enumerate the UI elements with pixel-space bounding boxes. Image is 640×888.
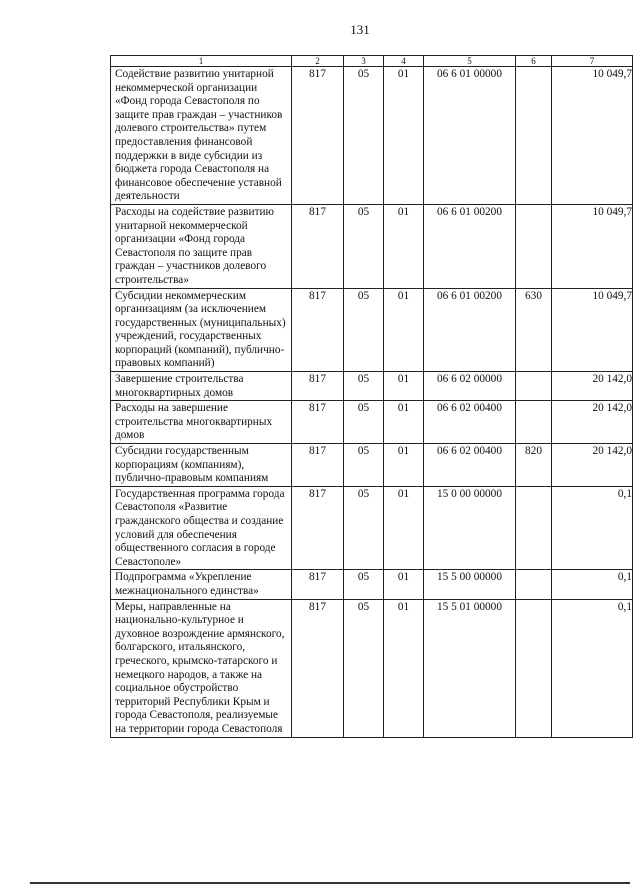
row-sum: 0,1 [552, 570, 633, 599]
row-pr: 01 [384, 372, 424, 401]
row-gr: 817 [292, 204, 344, 288]
row-gr: 817 [292, 599, 344, 737]
row-sum: 20 142,0 [552, 372, 633, 401]
table-row [111, 599, 633, 737]
row-name: Содействие развитию унитарной некоммерческой организации «Фонд города Севастополя по защите прав граждан – участников долевого строительства» путем предоставления финансовой поддержки в виде субсидии из бюджета города Севастополя на финансовое обеспечение уставной деятельности [111, 67, 292, 205]
row-csr: 15 5 00 00000 [424, 570, 516, 599]
row-rz: 05 [344, 204, 384, 288]
row-vr [516, 486, 552, 570]
row-rz: 05 [344, 67, 384, 205]
row-sum: 0,1 [552, 486, 633, 570]
row-csr: 06 6 01 00000 [424, 67, 516, 205]
row-pr: 01 [384, 444, 424, 487]
row-sum: 10 049,7 [552, 288, 633, 372]
table-header-row [111, 56, 633, 67]
row-vr [516, 204, 552, 288]
row-pr: 01 [384, 599, 424, 737]
table-row [111, 204, 633, 288]
row-vr [516, 570, 552, 599]
table-body [111, 67, 633, 738]
row-csr: 06 6 01 00200 [424, 288, 516, 372]
row-sum: 0,1 [552, 599, 633, 737]
row-pr: 01 [384, 401, 424, 444]
column-header-6: 6 [516, 56, 552, 67]
table-row [111, 67, 633, 205]
table-row [111, 401, 633, 444]
row-sum: 20 142,0 [552, 401, 633, 444]
row-csr: 06 6 02 00400 [424, 444, 516, 487]
row-name: Субсидии государственным корпорациям (компаниям), публично-правовым компаниям [111, 444, 292, 487]
table-row [111, 444, 633, 487]
row-name: Завершение строительства многоквартирных домов [111, 372, 292, 401]
column-header-1: 1 [111, 56, 292, 67]
row-vr: 820 [516, 444, 552, 487]
row-rz: 05 [344, 599, 384, 737]
column-header-5: 5 [424, 56, 516, 67]
row-csr: 15 5 01 00000 [424, 599, 516, 737]
page-number: 131 [350, 22, 370, 37]
column-header-7: 7 [552, 56, 633, 67]
row-rz: 05 [344, 372, 384, 401]
row-vr: 630 [516, 288, 552, 372]
budget-table [110, 55, 633, 738]
table-row [111, 486, 633, 570]
row-gr: 817 [292, 570, 344, 599]
row-vr [516, 401, 552, 444]
row-rz: 05 [344, 401, 384, 444]
row-gr: 817 [292, 444, 344, 487]
row-csr: 06 6 02 00000 [424, 372, 516, 401]
row-csr: 06 6 02 00400 [424, 401, 516, 444]
row-name: Расходы на завершение строительства многоквартирных домов [111, 401, 292, 444]
row-rz: 05 [344, 570, 384, 599]
row-name: Субсидии некоммерческим организациям (за исключением государственных (муниципальных) учреждений, государственных корпораций (компаний), публично-правовых компаний) [111, 288, 292, 372]
row-gr: 817 [292, 288, 344, 372]
row-gr: 817 [292, 486, 344, 570]
row-name: Подпрограмма «Укрепление межнационального единства» [111, 570, 292, 599]
row-pr: 01 [384, 204, 424, 288]
row-rz: 05 [344, 288, 384, 372]
row-name: Расходы на содействие развитию унитарной некоммерческой организации «Фонд города Севастополя по защите прав граждан – участников долевого строительства» [111, 204, 292, 288]
row-sum: 10 049,7 [552, 204, 633, 288]
column-header-3: 3 [344, 56, 384, 67]
row-csr: 15 0 00 00000 [424, 486, 516, 570]
table-row [111, 372, 633, 401]
row-pr: 01 [384, 570, 424, 599]
column-header-4: 4 [384, 56, 424, 67]
row-csr: 06 6 01 00200 [424, 204, 516, 288]
row-gr: 817 [292, 372, 344, 401]
row-name: Государственная программа города Севастополя «Развитие гражданского общества и создание условий для обеспечения общественного согласия в городе Севастополе» [111, 486, 292, 570]
row-vr [516, 372, 552, 401]
table-row [111, 288, 633, 372]
column-header-2: 2 [292, 56, 344, 67]
row-gr: 817 [292, 67, 344, 205]
row-rz: 05 [344, 486, 384, 570]
table-row [111, 570, 633, 599]
page-bottom-border [30, 882, 630, 884]
row-pr: 01 [384, 486, 424, 570]
row-vr [516, 599, 552, 737]
row-sum: 10 049,7 [552, 67, 633, 205]
row-vr [516, 67, 552, 205]
row-gr: 817 [292, 401, 344, 444]
row-sum: 20 142,0 [552, 444, 633, 487]
row-pr: 01 [384, 67, 424, 205]
row-name: Меры, направленные на национально-культурное и духовное возрождение армянского, болгарского, итальянского, греческого, крымско-татарского и немецкого народов, а также на социальное обустройство территорий Республики Крым и города Севастополя, реализуемые на территории города Севастополя [111, 599, 292, 737]
row-pr: 01 [384, 288, 424, 372]
row-rz: 05 [344, 444, 384, 487]
